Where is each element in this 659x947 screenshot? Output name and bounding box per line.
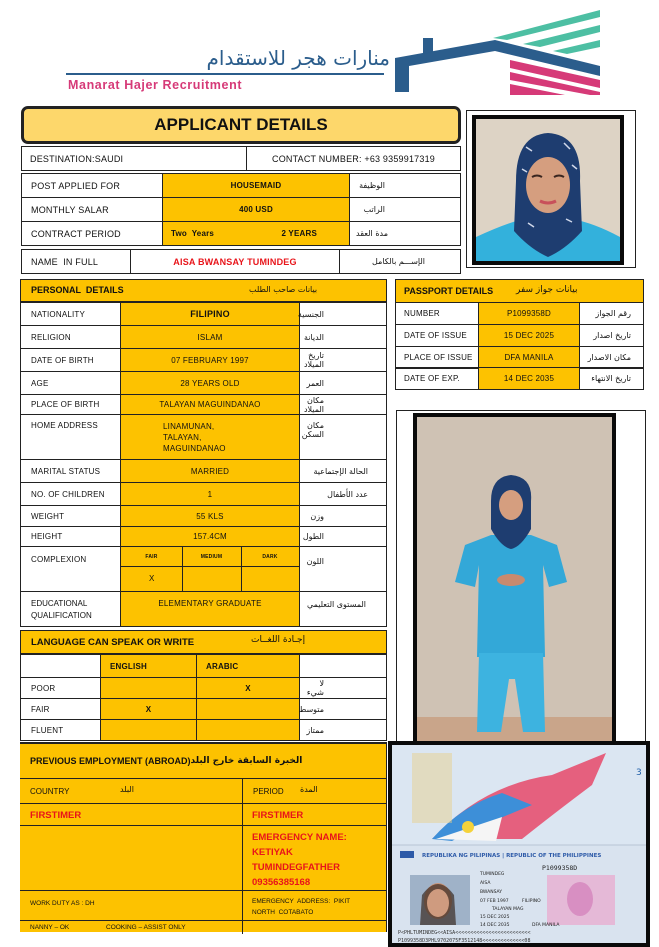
personal-row-value-text: MARRIED <box>190 466 230 476</box>
education-label-1: EDUCATIONAL <box>31 599 88 608</box>
period-label: PERIOD <box>253 787 284 796</box>
complexion-label: COMPLEXION <box>31 555 87 564</box>
language-header-blank-right <box>299 654 387 678</box>
name-value-cell <box>130 249 340 274</box>
personal-row-label-text: WEIGHT <box>31 511 65 521</box>
job-row-salary-label <box>21 197 163 222</box>
logo-underline <box>66 73 384 75</box>
personal-row-value-text: FILIPINO <box>190 309 230 319</box>
employment-heading <box>30 756 302 766</box>
complexion-option-medium <box>182 547 242 567</box>
personal-row-arabic <box>299 459 387 483</box>
employment-heading-arabic: الخبرة السابقة خارج البلد <box>190 756 303 766</box>
passport-scan-mrz-2: P1099358D3PHL9702075F3512148<<<<<<<<<<<<<<08 <box>398 938 531 944</box>
complexion-fair-mark: X <box>149 574 155 583</box>
name-label: NAME IN FULL <box>31 256 99 267</box>
employment-heading-text: PREVIOUS EMPLOYMENT (ABROAD) <box>30 756 191 766</box>
headshot-photo <box>472 115 624 265</box>
contract-arabic: مدة العقد <box>356 229 388 238</box>
passport-row-arabic-text: مكان الاصدار <box>587 353 631 362</box>
fullbody-photo <box>413 413 616 747</box>
personal-row-arabic-text: الحالة الإجتماعية <box>313 466 368 476</box>
education-arabic: المستوى التعليمي <box>306 600 366 609</box>
period-value: FIRSTIMER <box>252 810 304 821</box>
country-arabic: البلد <box>120 785 134 794</box>
passport-scan-expiry: 14 DEC 2035 <box>480 923 510 928</box>
passport-row-value-text: DFA MANILA <box>504 353 554 362</box>
personal-row-arabic <box>299 482 387 506</box>
emergency-address-line1: EMERGENCY ADDRESS: PIKIT <box>252 898 351 905</box>
personal-row-arabic-text: عدد الأطفال <box>327 489 368 499</box>
personal-row-label <box>20 371 121 395</box>
personal-row-label <box>20 414 121 460</box>
page-title: APPLICANT DETAILS <box>21 106 461 144</box>
personal-row-arabic <box>299 394 387 415</box>
complexion-mark-fair <box>121 566 183 591</box>
passport-row-label-text: NUMBER <box>404 309 440 318</box>
language-column-english-text: ENGLISH <box>110 661 147 671</box>
job-row-contract-value <box>162 221 350 246</box>
language-row-arabic-mark <box>196 719 300 741</box>
passport-scan-dob: 07 FEB 1997 <box>480 899 509 904</box>
personal-row-label-text: HOME ADDRESS <box>31 421 98 430</box>
passport-row-arabic-text: تاريخ اصدار <box>593 331 631 340</box>
personal-row-label-text: PLACE OF BIRTH <box>31 400 100 409</box>
personal-row-value <box>120 348 300 372</box>
contact-text: CONTACT NUMBER: +63 9359917319 <box>272 153 435 164</box>
personal-row-value-text: TALAYAN MAGUINDANAO <box>159 400 261 409</box>
personal-row-arabic <box>299 325 387 349</box>
personal-row-arabic <box>299 302 387 326</box>
passport-scan-issue: 15 DEC 2025 <box>480 915 510 920</box>
personal-row-label <box>20 348 121 372</box>
language-heading-arabic: إجـادة اللغــات <box>251 635 306 645</box>
personal-row-value <box>120 526 300 547</box>
language-row-label-text: FAIR <box>31 704 50 714</box>
personal-row-arabic <box>299 505 387 527</box>
passport-scan-surname: TUMINDEG <box>480 872 505 877</box>
passport-details-heading: PASSPORT DETAILS <box>404 286 494 296</box>
emergency-name-label: EMERGENCY NAME: <box>252 832 347 843</box>
country-value: FIRSTIMER <box>30 810 82 821</box>
personal-row-value <box>120 459 300 483</box>
language-row-arabic <box>299 719 387 741</box>
salary-value: 400 USD <box>239 205 273 214</box>
language-column-arabic-text: ARABIC <box>206 661 239 671</box>
personal-row-value-text: 157.4CM <box>193 532 227 541</box>
passport-row-arabic-text: تاريخ الانتهاء <box>591 374 631 383</box>
job-row-post-label <box>21 173 163 198</box>
contact-cell <box>246 146 461 171</box>
personal-row-label-text: HEIGHT <box>31 532 63 541</box>
personal-row-label-text: RELIGION <box>31 332 71 342</box>
name-label-cell <box>21 249 131 274</box>
language-row-english-mark <box>100 698 197 720</box>
passport-row-label-text: DATE OF EXP. <box>404 374 460 383</box>
language-row-english-mark-text: X <box>145 704 152 714</box>
language-row-arabic <box>299 698 387 720</box>
emergency-name-line1: KETIYAK <box>252 847 293 858</box>
job-row-contract-arabic <box>349 221 461 246</box>
personal-details-heading: PERSONAL DETAILS <box>31 285 124 295</box>
passport-scan-header: REPUBLIKA NG PILIPINAS | REPUBLIC OF THE PHILIPPINES <box>422 853 602 859</box>
personal-row-value-text: 28 YEARS OLD <box>180 378 240 388</box>
personal-row-arabic-text: مكان الميلاد <box>303 395 324 414</box>
complexion-option-fair <box>121 547 183 567</box>
headshot-image <box>476 119 620 261</box>
job-row-salary-value <box>162 197 350 222</box>
personal-row-value <box>120 371 300 395</box>
complexion-fair-label: FAIR <box>145 553 158 560</box>
complexion-options <box>120 546 300 592</box>
language-row-arabic-mark <box>196 698 300 720</box>
complexion-medium-label: MEDIUM <box>200 553 223 560</box>
applicant-name: AISA BWANSAY TUMINDEG <box>173 256 297 267</box>
name-arabic: الإســـم بالكامل <box>372 257 425 266</box>
passport-row-arabic <box>579 324 644 347</box>
language-row-arabic-text: لا شيء <box>306 679 324 697</box>
emergency-address-line2: NORTH COTABATO <box>252 909 314 916</box>
passport-row-label <box>395 346 479 369</box>
passport-scan-given: AISA <box>480 881 491 886</box>
complexion-mark-medium <box>182 566 242 591</box>
post-arabic: الوظيفة <box>359 181 385 190</box>
passport-details-heading-arabic: بيانات جواز سفر <box>516 285 578 295</box>
complexion-arabic: اللون <box>306 557 324 566</box>
job-row-contract-label <box>21 221 163 246</box>
logo-english-name: Manarat Hajer Recruitment <box>68 78 243 92</box>
job-row-post-arabic <box>349 173 461 198</box>
country-label: COUNTRY <box>30 787 70 796</box>
house-logo-icon <box>395 10 605 95</box>
passport-scan <box>388 741 650 947</box>
personal-row-arabic <box>299 526 387 547</box>
passport-scan-page-number: 3 <box>636 768 642 778</box>
contract-value-number: 2 YEARS <box>281 229 317 238</box>
personal-row-arabic-text: وزن <box>310 511 324 521</box>
personal-row-label <box>20 482 121 506</box>
passport-row-arabic-text: رقم الجواز <box>595 309 631 318</box>
passport-scan-mrz-1: P<PHLTUMINDEG<<AISA<<<<<<<<<<<<<<<<<<<<<<<<< <box>398 930 531 936</box>
complexion-mark-dark <box>241 566 299 591</box>
personal-row-value <box>120 505 300 527</box>
personal-row-arabic-text: تاريخ الميلاد <box>303 351 324 369</box>
language-heading: LANGUAGE CAN SPEAK OR WRITE <box>31 637 195 648</box>
destination-text: DESTINATION:SAUDI <box>30 153 124 164</box>
salary-label: MONTHLY SALAR <box>31 204 109 215</box>
passport-scan-image <box>392 745 646 945</box>
post-value: HOUSEMAID <box>230 181 282 190</box>
language-row-arabic <box>299 677 387 699</box>
passport-row-value <box>478 367 580 390</box>
destination-cell <box>21 146 247 171</box>
complexion-label-cell <box>20 546 121 592</box>
name-arabic-cell <box>339 249 461 274</box>
contract-label: CONTRACT PERIOD <box>31 228 121 239</box>
education-label-2: QUALIFICATION <box>31 611 92 620</box>
language-row-english-mark <box>100 719 197 741</box>
personal-row-label <box>20 505 121 527</box>
language-column-arabic <box>196 654 300 678</box>
nanny-duty: NANNY – OK <box>30 924 70 931</box>
personal-row-arabic-text: الجنسية <box>297 309 324 319</box>
passport-row-label <box>395 324 479 347</box>
personal-details-header <box>20 279 387 302</box>
passport-row-label <box>395 302 479 325</box>
employment-section <box>20 742 387 932</box>
personal-row-label <box>20 394 121 415</box>
personal-row-label-text: AGE <box>31 378 49 388</box>
personal-row-label <box>20 302 121 326</box>
post-label: POST APPLIED FOR <box>31 180 121 191</box>
passport-row-value-text: 15 DEC 2025 <box>503 331 555 340</box>
personal-row-arabic-text: الديانة <box>303 332 324 342</box>
passport-row-arabic <box>579 346 644 369</box>
job-row-salary-arabic <box>349 197 461 222</box>
education-value-cell <box>120 591 300 627</box>
passport-row-value <box>478 346 580 369</box>
language-row-label <box>20 677 101 699</box>
salary-arabic: الراتب <box>363 205 385 214</box>
language-row-label <box>20 719 101 741</box>
language-row-label <box>20 698 101 720</box>
personal-row-label <box>20 526 121 547</box>
language-header-blank <box>20 654 101 678</box>
passport-row-arabic <box>579 367 644 390</box>
language-row-arabic-mark-text: X <box>245 683 251 693</box>
personal-row-value <box>120 482 300 506</box>
emergency-name-line2: TUMINDEGFATHER <box>252 862 340 873</box>
complexion-arabic-cell <box>299 546 387 592</box>
passport-row-value-text: 14 DEC 2035 <box>503 374 555 383</box>
contract-value-words: Two Years <box>171 229 215 238</box>
passport-row-value <box>478 302 580 325</box>
personal-row-label-text: NATIONALITY <box>31 309 86 319</box>
personal-row-value-text: 55 KLS <box>196 511 224 521</box>
passport-scan-number: P1099358D <box>542 864 578 872</box>
job-row-post-value <box>162 173 350 198</box>
passport-scan-pob: TALAYAN MAG <box>492 907 524 912</box>
passport-scan-nationality: FILIPINO <box>522 899 541 904</box>
personal-row-arabic <box>299 348 387 372</box>
complexion-option-dark <box>241 547 299 567</box>
work-duty: WORK DUTY AS : DH <box>30 900 95 907</box>
personal-row-label <box>20 459 121 483</box>
fullbody-image <box>417 417 612 743</box>
passport-details-header <box>395 279 644 303</box>
personal-row-value <box>120 302 300 326</box>
passport-row-label-text: PLACE OF ISSUE <box>404 353 473 362</box>
language-row-label-text: FLUENT <box>31 725 64 735</box>
personal-row-value-text: 1 <box>207 489 213 499</box>
personal-row-arabic <box>299 371 387 395</box>
emergency-phone: 09356385168 <box>252 877 311 888</box>
personal-details-heading-arabic: بيانات صاحب الطلب <box>249 285 318 294</box>
emergency-contact <box>252 830 347 890</box>
passport-row-label <box>395 367 479 390</box>
passport-row-label-text: DATE OF ISSUE <box>404 331 467 340</box>
personal-row-label-text: MARITAL STATUS <box>31 466 101 476</box>
personal-row-arabic <box>299 414 387 460</box>
passport-scan-middle: BWANSAY <box>480 890 502 895</box>
cooking-duty: COOKING – ASSIST ONLY <box>106 924 186 931</box>
personal-row-value <box>120 414 300 460</box>
language-row-english-mark <box>100 677 197 699</box>
language-row-label-text: POOR <box>31 683 56 693</box>
personal-row-label-text: DATE OF BIRTH <box>31 355 94 365</box>
emergency-address <box>252 896 350 918</box>
language-header <box>20 630 387 654</box>
language-row-arabic-mark <box>196 677 300 699</box>
personal-row-value <box>120 325 300 349</box>
education-arabic-cell <box>299 591 387 627</box>
personal-row-value-text: ISLAM <box>197 332 223 342</box>
personal-row-label-text: NO. OF CHILDREN <box>31 489 105 499</box>
personal-row-arabic-text: الطول <box>302 532 324 541</box>
language-row-arabic-text: متوسط <box>298 704 324 714</box>
period-arabic: المدة <box>300 785 318 794</box>
education-value: ELEMENTARY GRADUATE <box>158 599 262 608</box>
personal-row-value <box>120 394 300 415</box>
personal-row-arabic-text: مكان السكن <box>301 421 324 439</box>
complexion-dark-label: DARK <box>262 553 278 560</box>
passport-row-value-text: P1099358D <box>506 309 552 318</box>
personal-row-arabic-text: العمر <box>306 378 324 388</box>
passport-row-value <box>478 324 580 347</box>
education-label-cell <box>20 591 121 627</box>
language-column-english <box>100 654 197 678</box>
personal-row-label <box>20 325 121 349</box>
personal-row-value-text: 07 FEBRUARY 1997 <box>171 355 249 365</box>
language-row-arabic-text: ممتاز <box>306 725 324 735</box>
company-logo <box>60 10 620 95</box>
personal-row-value-text: LINAMUNAN, TALAYAN, MAGUINDANAO <box>163 422 226 453</box>
passport-row-arabic <box>579 302 644 325</box>
logo-arabic-name: منارات هجر للاستقدام <box>206 46 390 70</box>
passport-scan-authority: DFA MANILA <box>532 923 560 928</box>
